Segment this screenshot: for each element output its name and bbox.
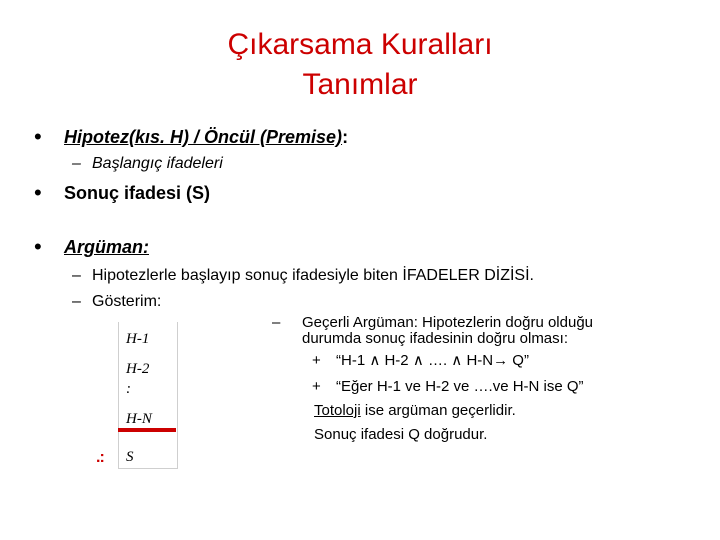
- sub-item-hipotezlerle-text: Hipotezlerle başlayıp sonuç ifadesiyle biten İFADELER DİZİSİ.: [92, 267, 534, 284]
- valid-argument-line2: durumda sonuç ifadesinin doğru olması:: [302, 330, 568, 347]
- dash-marker: –: [72, 293, 81, 310]
- argument-dots: :: [126, 381, 131, 397]
- bullet-symbol: •: [34, 124, 42, 149]
- sub-item-hipotezlerle: [72, 266, 534, 286]
- bullet-symbol: •: [34, 234, 42, 259]
- dash-marker: –: [72, 267, 81, 284]
- bullet-arguman: Argüman:: [64, 237, 149, 257]
- sub-item-gosterim-text: Gösterim:: [92, 293, 162, 310]
- sub-item-baslangic-text: Başlangıç ifadeleri: [92, 155, 223, 172]
- conclusion-statement: Sonuç ifadesi Q doğrudur.: [314, 426, 488, 443]
- therefore-icon: .:: [96, 449, 104, 466]
- bullet-hipotez: [64, 126, 348, 148]
- formula-implication: “H-1 ∧ H-2 ∧ …. ∧ H-N→ Q”: [336, 352, 529, 369]
- dash-marker: –: [72, 155, 81, 172]
- bullet-hipotez-label: Hipotez(kıs. H) / Öncül (Premise): [64, 127, 343, 147]
- argument-h1: H-1: [126, 331, 150, 347]
- totoloji-rest: ise argüman geçerlidir.: [360, 402, 516, 419]
- totoloji-line: [314, 402, 516, 420]
- page-title-line2: Tanımlar: [302, 68, 418, 101]
- page-title-line1: Çıkarsama Kuralları: [227, 28, 493, 61]
- bullet-sonuc: Sonuç ifadesi (S): [64, 183, 211, 203]
- sub-item-gosterim: [72, 292, 161, 312]
- argument-conclusion: S: [126, 449, 134, 465]
- valid-argument-line1: Geçerli Argüman: Hipotezlerin doğru olduğu: [302, 314, 593, 331]
- formula-conditional: “Eğer H-1 ve H-2 ve ….ve H-N ise Q”: [336, 378, 584, 395]
- plus-marker: +: [312, 378, 321, 395]
- argument-h2: H-2: [126, 361, 150, 377]
- totoloji-term: Totoloji: [314, 402, 361, 419]
- right-dash: –: [272, 314, 281, 331]
- bullet-hipotez-colon: :: [342, 127, 349, 147]
- argument-hn: H-N: [126, 411, 152, 427]
- plus-marker: +: [312, 352, 321, 369]
- bullet-symbol: •: [34, 180, 42, 205]
- sub-item-baslangic: [72, 154, 223, 174]
- conclusion-rule: [118, 428, 176, 432]
